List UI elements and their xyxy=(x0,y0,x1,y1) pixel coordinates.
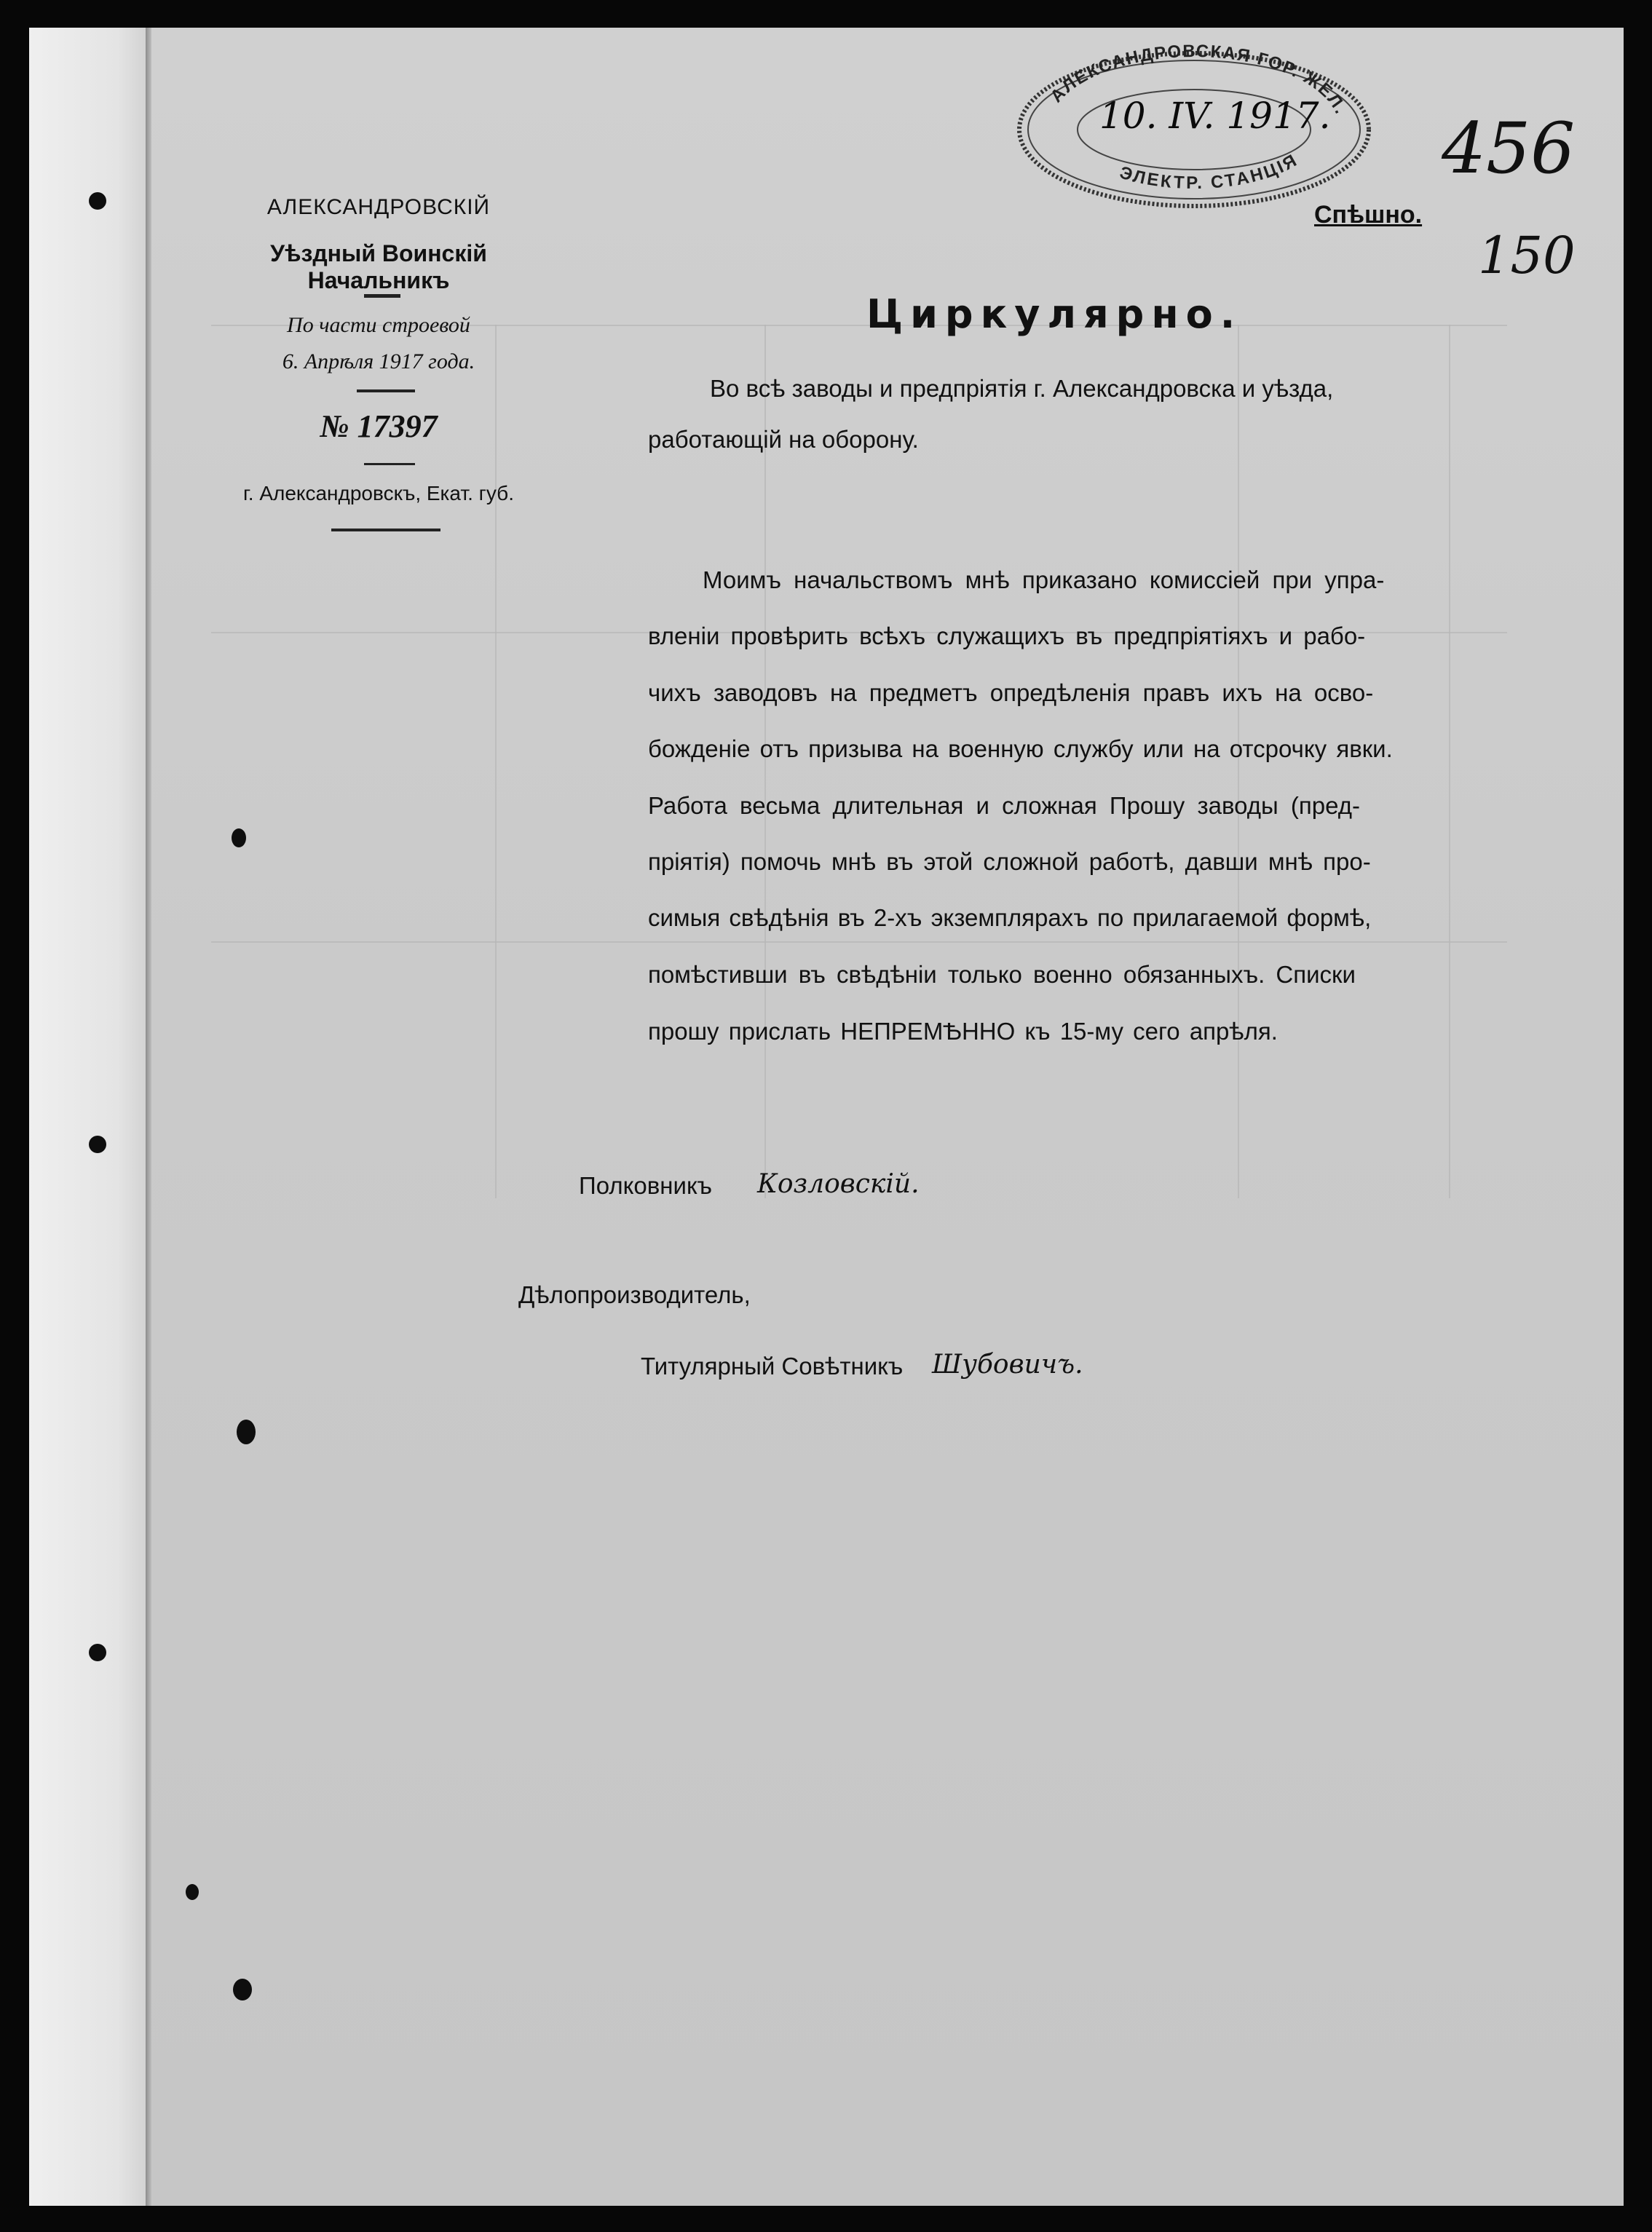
bleed-through-rule xyxy=(211,941,1507,943)
punch-hole xyxy=(237,1420,256,1444)
ornament-dash xyxy=(357,389,415,392)
stamp-date-handwritten: 10. IV. 1917. xyxy=(1099,95,1331,137)
body-line: прошу прислать НЕПРЕМѢННО къ 15-му сего апрѣля. xyxy=(648,1018,1278,1045)
ornament-dash xyxy=(364,294,400,298)
bleed-through-rule xyxy=(495,325,497,1198)
body-line: вленіи провѣрить всѣхъ служащихъ въ предпріятіяхъ и рабо- xyxy=(648,622,1366,649)
address-line2: работающій на оборону. xyxy=(648,426,919,453)
punch-hole xyxy=(233,1979,252,2001)
punch-hole xyxy=(89,192,106,210)
receiving-stamp xyxy=(1005,35,1383,210)
page-fold xyxy=(146,28,151,2206)
clerk-name: Шубовичъ. xyxy=(932,1350,1083,1380)
body-line: Моимъ начальствомъ мнѣ приказано комиссіей при упра- xyxy=(703,566,1385,593)
archive-sheet-number: 150 xyxy=(1478,226,1576,285)
archive-folio-number: 456 xyxy=(1442,108,1576,189)
signatory-name: Козловскій. xyxy=(757,1169,920,1199)
punch-hole xyxy=(89,1644,106,1661)
punch-hole xyxy=(89,1136,106,1153)
letterhead-place: г. Александровскъ, Екат. губ. xyxy=(242,482,514,504)
body-line: помѣстивши въ свѣдѣніи только военно обязанныхъ. Списки xyxy=(648,961,1356,988)
ornament-dash xyxy=(331,529,440,531)
body-line: пріятія) помочь мнѣ въ этой сложной работѣ, давши мнѣ про- xyxy=(648,848,1371,875)
body-line: чихъ заводовъ на предметъ опредѣленія правъ ихъ на осво- xyxy=(648,679,1374,706)
urgent-mark: Спѣшно. xyxy=(1314,201,1423,229)
letterhead-date: 6. Апрѣля 1917 года. xyxy=(282,349,475,373)
stamp-ring-top: АЛЕКСАНДРОВСКАЯ ГОР. ЖЕЛ. xyxy=(1046,41,1351,118)
letterhead-section: По части строевой xyxy=(287,313,470,337)
clerk-label: Дѣлопроизводитель, xyxy=(518,1281,751,1308)
letterhead-line1: АЛЕКСАНДРОВСКІЙ xyxy=(266,195,491,219)
body-line: Работа весьма длительная и сложная Прошу заводы (пред- xyxy=(648,792,1360,819)
signatory-rank: Полковникъ xyxy=(579,1172,713,1199)
punch-hole xyxy=(186,1884,199,1900)
clerk-rank: Титулярный Совѣтникъ xyxy=(641,1353,904,1380)
binding-strip xyxy=(29,28,147,2206)
address-line1: Во всѣ заводы и предпріятія г. Александровска и уѣзда, xyxy=(710,375,1334,402)
document-number: № 17397 xyxy=(320,408,438,444)
ornament-dash xyxy=(364,463,415,465)
svg-text:ЭЛЕКТР. СТАНЦІЯ xyxy=(1118,150,1302,193)
body-line: симыя свѣдѣнія въ 2-хъ экземплярахъ по прилагаемой формѣ, xyxy=(648,904,1372,931)
stamp-ring-bottom: ЭЛЕКТР. СТАНЦІЯ xyxy=(1117,149,1302,194)
punch-hole xyxy=(232,828,246,847)
bleed-through-rule xyxy=(1449,325,1450,1198)
body-line: божденіе отъ призыва на военную службу или на отсрочку явки. xyxy=(648,735,1393,762)
document-title: Циркулярно. xyxy=(866,291,1243,337)
letterhead-line2: Уѣздный Воинскій Начальникъ xyxy=(270,240,487,293)
